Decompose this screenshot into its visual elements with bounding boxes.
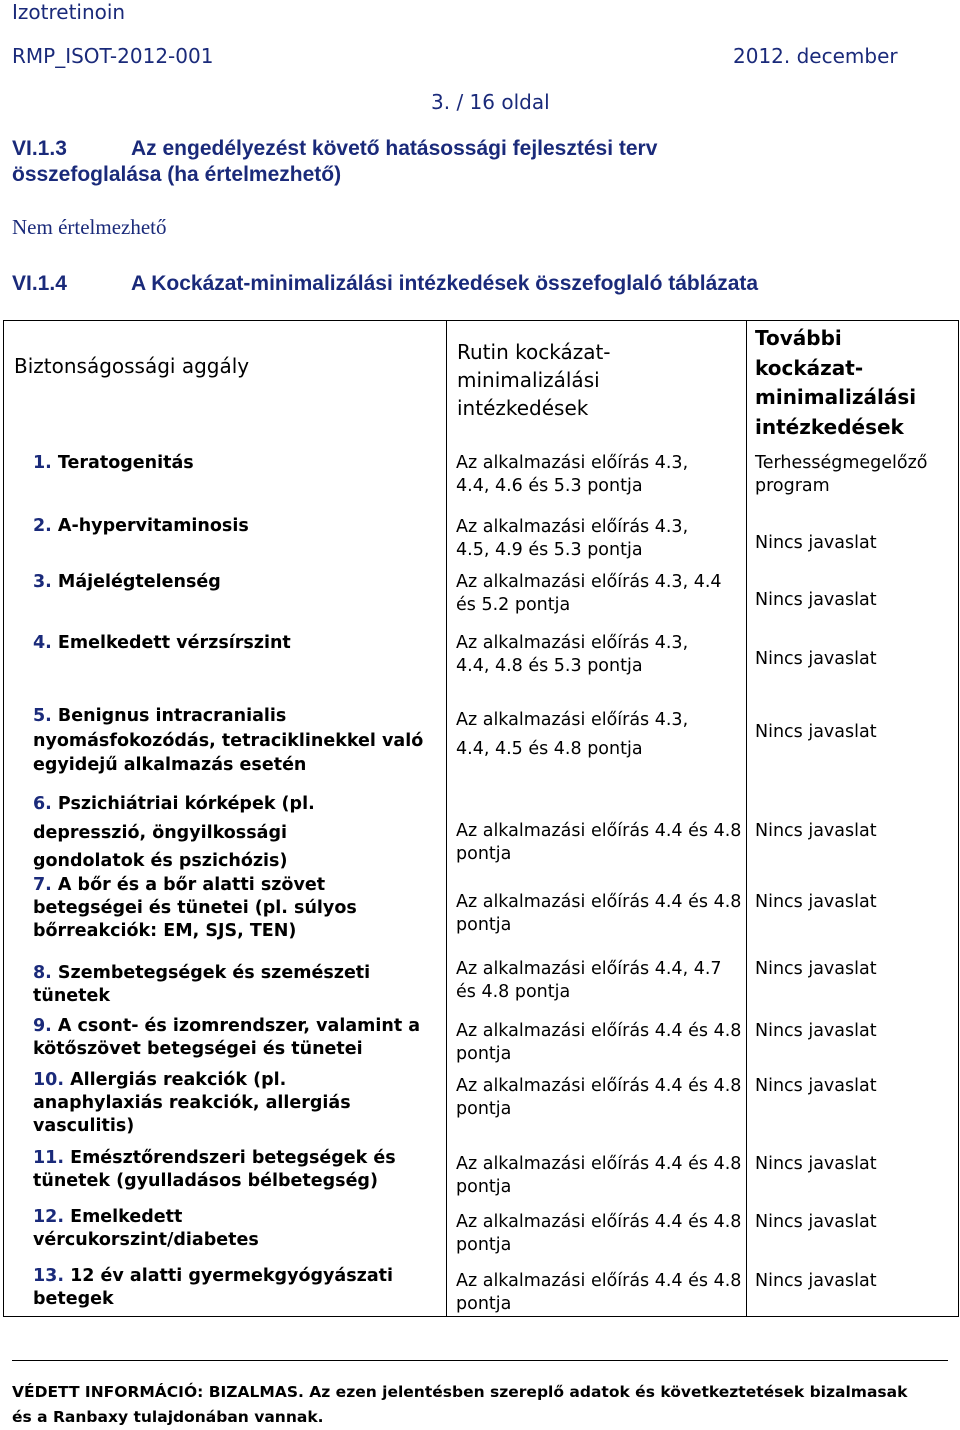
row-number: 1. — [33, 453, 52, 473]
additional-measure: Nincs javaslat — [755, 1076, 877, 1096]
additional-measure: Nincs javaslat — [755, 590, 877, 610]
table-row — [33, 571, 433, 594]
additional-measure: Nincs javaslat — [755, 821, 877, 841]
row-number: 4. — [33, 633, 52, 653]
section-number: VI.1.4 — [12, 272, 67, 295]
column-header-routine: Rutin kockázat-minimalizálási intézkedések — [457, 340, 611, 420]
row-number: 2. — [33, 516, 52, 536]
table-row — [33, 1015, 443, 1061]
concern: Pszichiátriai kórképek (pl. depresszió, öngyilkossági gondolatok és pszichózis) — [33, 794, 315, 871]
section-title: A Kockázat-minimalizálási intézkedések összefoglaló táblázata — [131, 272, 759, 295]
row-number: 6. — [33, 794, 52, 814]
page-number: 3. / 16 oldal — [431, 90, 550, 114]
concern: Benignus intracranialis nyomásfokozódás, tetraciklinekkel való egyidejű alkalmazás esetén — [33, 706, 424, 775]
table-row — [33, 632, 433, 655]
concern: Teratogenitás — [57, 453, 194, 473]
concern: A csont- és izomrendszer, valamint a kötőszövet betegségei és tünetei — [33, 1016, 421, 1059]
routine-measure: Az alkalmazási előírás 4.4 és 4.8 pontja — [456, 1212, 742, 1255]
document-id: RMP_ISOT-2012-001 — [12, 44, 214, 68]
column-header-concern: Biztonságossági aggály — [14, 354, 250, 378]
concern: Májelégtelenség — [57, 572, 221, 592]
additional-measure: Nincs javaslat — [755, 722, 877, 742]
table-row — [33, 962, 413, 1008]
table-row — [33, 1265, 433, 1311]
routine-measure: Az alkalmazási előírás 4.4 és 4.8 pontja — [456, 1271, 742, 1314]
routine-measure: Az alkalmazási előírás 4.3, 4.4, 4.6 és 5.3 pontja — [456, 453, 689, 496]
additional-measure: Nincs javaslat — [755, 533, 877, 553]
row-number: 3. — [33, 572, 52, 592]
additional-measure: Nincs javaslat — [755, 959, 877, 979]
routine-measure: Az alkalmazási előírás 4.4 és 4.8 pontja — [456, 1021, 742, 1064]
section-body: Nem értelmezhető — [12, 215, 167, 239]
routine-measure: Az alkalmazási előírás 4.4 és 4.8 pontja — [456, 1076, 742, 1119]
table-row — [33, 1069, 393, 1138]
routine-measure: Az alkalmazási előírás 4.4 és 4.8 pontja — [456, 821, 742, 864]
confidentiality-notice: VÉDETT INFORMÁCIÓ: BIZALMAS. Az ezen jelentésben szereplő adatok és következtetések bizalmasak és a Ranbaxy tulajdonában vannak. — [12, 1383, 908, 1426]
additional-measure: Nincs javaslat — [755, 1021, 877, 1041]
routine-measure: Az alkalmazási előírás 4.4 és 4.8 pontja — [456, 892, 742, 935]
row-number: 9. — [33, 1016, 52, 1036]
row-number: 8. — [33, 963, 52, 983]
row-number: 5. — [33, 706, 52, 726]
routine-measure: Az alkalmazási előírás 4.3, 4.4 és 5.2 pontja — [456, 572, 722, 615]
additional-measure: Nincs javaslat — [755, 1154, 877, 1174]
additional-measure: Nincs javaslat — [755, 649, 877, 669]
table-row — [33, 1147, 433, 1193]
table-row — [33, 515, 433, 538]
routine-measure: Az alkalmazási előírás 4.3, 4.4, 4.8 és 5.3 pontja — [456, 633, 689, 676]
table-row — [33, 452, 433, 475]
section-number: VI.1.3 — [12, 137, 67, 160]
routine-measure: Az alkalmazási előírás 4.3, 4.4, 4.5 és 4.8 pontja — [456, 710, 689, 759]
concern: Emelkedett vérzsírszint — [57, 633, 291, 653]
column-header-additional: További kockázat-minimalizálási intézkedések — [755, 326, 917, 439]
concern: Szembetegségek és szemészeti tünetek — [33, 963, 371, 1006]
section-title: Az engedélyezést követő hatásossági fejlesztési terv — [131, 137, 658, 160]
table-row — [33, 704, 433, 778]
additional-measure: Nincs javaslat — [755, 1212, 877, 1232]
concern: Emelkedett vércukorszint/diabetes — [33, 1207, 259, 1250]
row-number: 13. — [33, 1266, 65, 1286]
table-row — [33, 874, 403, 943]
routine-measure: Az alkalmazási előírás 4.4, 4.7 és 4.8 pontja — [456, 959, 722, 1002]
product-name: Izotretinoin — [12, 0, 126, 24]
row-number: 7. — [33, 875, 52, 895]
row-number: 11. — [33, 1148, 65, 1168]
additional-measure: Nincs javaslat — [755, 892, 877, 912]
routine-measure: Az alkalmazási előírás 4.3, 4.5, 4.9 és 5.3 pontja — [456, 517, 689, 560]
row-number: 10. — [33, 1070, 65, 1090]
section-title-cont: összefoglalása (ha értelmezhető) — [12, 163, 342, 186]
concern: Emésztőrendszeri betegségek és tünetek (gyulladásos bélbetegség) — [33, 1148, 396, 1191]
routine-measure: Az alkalmazási előírás 4.4 és 4.8 pontja — [456, 1154, 742, 1197]
concern: A-hypervitaminosis — [57, 516, 249, 536]
additional-measure: Terhességmegelőző program — [755, 453, 928, 496]
concern: Allergiás reakciók (pl. anaphylaxiás reakciók, allergiás vasculitis) — [33, 1070, 351, 1136]
concern: A bőr és a bőr alatti szövet betegségei és tünetei (pl. súlyos bőrreakciók: EM, SJS, TEN) — [33, 875, 357, 941]
table-row — [33, 790, 363, 876]
row-number: 12. — [33, 1207, 65, 1227]
table-row — [33, 1206, 293, 1252]
additional-measure: Nincs javaslat — [755, 1271, 877, 1291]
document-date: 2012. december — [733, 44, 898, 68]
concern: 12 év alatti gyermekgyógyászati betegek — [33, 1266, 394, 1309]
footer-divider — [12, 1360, 948, 1361]
